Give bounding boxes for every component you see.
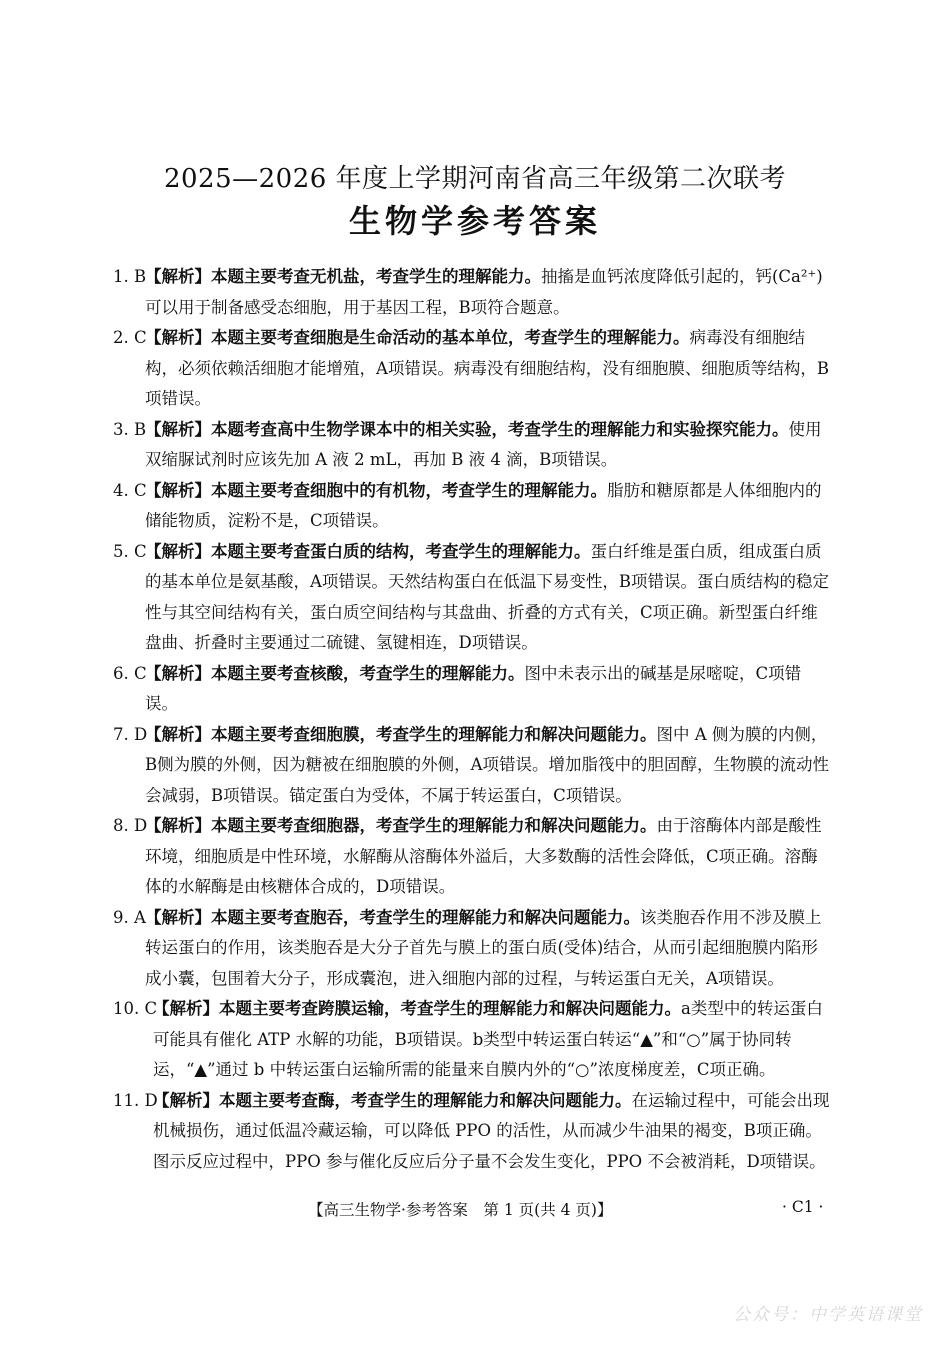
answer-item	[113, 720, 833, 812]
answer-summary: 本题主要考查核酸，考查学生的理解能力。	[211, 663, 525, 683]
answer-explanation: 由于溶酶体内部是酸性环境，细胞质是中性环境，水解酶从溶酶体外溢后，大多数酶的活性会降低，C项正确。溶酶体的水解酶是由核糖体合成的，D项错误。	[145, 816, 822, 896]
analysis-tag: 【解析】	[145, 267, 211, 286]
answer-item	[113, 262, 833, 323]
answer-number: 7. D	[113, 724, 148, 744]
answer-summary: 本题主要考查细胞膜，考查学生的理解能力和解决问题能力。	[211, 724, 657, 744]
answer-number: 10. C	[113, 999, 158, 1018]
answer-summary: 本题主要考查胞吞，考查学生的理解能力和解决问题能力。	[211, 907, 640, 927]
analysis-tag: 【解析】	[145, 724, 211, 744]
answer-summary: 本题主要考查细胞中的有机物，考查学生的理解能力。	[211, 480, 607, 500]
analysis-tag: 【解析】	[153, 999, 219, 1018]
answer-explanation: 在运输过程中，可能会出现机械损伤，通过低温冷藏运输，可以降低 PPO 的活性，从而减少牛油果的褐变，B项正确。图示反应过程中，PPO 参与催化反应后分子量不会发生变化，PPO 不会被消耗，D项错误。	[153, 1090, 830, 1171]
answer-number: 4. C	[113, 480, 147, 500]
answer-item	[113, 903, 833, 995]
answer-explanation: 蛋白纤维是蛋白质，组成蛋白质的基本单位是氨基酸，A项错误。天然结构蛋白在低温下易变性，B项错误。蛋白质结构的稳定性与其空间结构有关，蛋白质空间结构与其盘曲、折叠的方式有关，C项正确。新型蛋白纤维盘曲、折叠时主要通过二硫键、氢键相连，D项错误。	[145, 541, 830, 652]
answer-summary: 本题主要考查酶，考查学生的理解能力和解决问题能力。	[219, 1090, 632, 1110]
analysis-tag: 【解析】	[145, 663, 211, 683]
answer-explanation: 图中未表示出的碱基是尿嘧啶，C项错误。	[145, 663, 802, 713]
answer-item	[113, 1086, 833, 1178]
analysis-tag: 【解析】	[145, 907, 211, 927]
answer-explanation: 抽搐是血钙浓度降低引起的，钙(Ca²⁺)可以用于制备感受态细胞，用于基因工程，B项符合题意。	[145, 267, 823, 317]
answer-summary: 本题主要考查跨膜运输，考查学生的理解能力和解决问题能力。	[219, 999, 681, 1018]
exam-title: 2025—2026 年度上学期河南省高三年级第二次联考	[163, 164, 787, 194]
answer-number: 2. C	[113, 328, 147, 347]
answer-summary: 本题主要考查细胞是生命活动的基本单位，考查学生的理解能力。	[211, 328, 690, 347]
answer-item	[113, 537, 833, 659]
answer-number: 3. B	[113, 419, 147, 439]
answer-summary: 本题主要考查蛋白质的结构，考查学生的理解能力。	[211, 541, 591, 561]
analysis-tag: 【解析】	[145, 816, 211, 835]
answer-explanation: 图中 A 侧为膜的内侧，B侧为膜的外侧，因为糖被在细胞膜的外侧，A项错误。增加脂筏中的胆固醇，生物膜的流动性会减弱，B项错误。锚定蛋白为受体，不属于转运蛋白，C项错误。	[145, 724, 830, 805]
footer-code: · C1 ·	[782, 1198, 824, 1216]
answer-item	[113, 994, 833, 1086]
answer-item	[113, 659, 833, 720]
answer-item	[113, 323, 833, 415]
answer-item	[113, 415, 833, 476]
answer-number: 1. B	[113, 267, 147, 286]
answer-item	[113, 476, 833, 537]
answer-explanation: 使用双缩脲试剂时应该先加 A 液 2 mL，再加 B 液 4 滴，B项错误。	[145, 419, 822, 469]
answer-number: 9. A	[113, 907, 146, 927]
document-title: 生物学参考答案	[348, 202, 601, 240]
answer-item	[113, 811, 833, 903]
analysis-tag: 【解析】	[145, 328, 211, 347]
answer-explanation: 病毒没有细胞结构，必须依赖活细胞才能增殖，A项错误。病毒没有细胞结构，没有细胞膜、细胞质等结构，B项错误。	[145, 328, 830, 408]
analysis-tag: 【解析】	[153, 1090, 219, 1110]
analysis-tag: 【解析】	[145, 480, 211, 500]
answer-explanation: a类型中的转运蛋白可能具有催化 ATP 水解的功能，B项错误。b类型中转运蛋白转运“▲”和“○”属于协同转运，“▲”通过 b 中转运蛋白运输所需的能量来自膜内外的“○”浓度梯度差，C项正确。	[153, 999, 823, 1079]
footer-page-info: 【高三生物学·参考答案 第 1 页(共 4 页)】	[308, 1201, 613, 1219]
watermark: 公众号：中学英语课堂	[733, 1305, 923, 1325]
analysis-tag: 【解析】	[145, 541, 211, 561]
answer-explanation: 脂肪和糖原都是人体细胞内的储能物质，淀粉不是，C项错误。	[145, 480, 822, 530]
answer-explanation: 该类胞吞作用不涉及膜上转运蛋白的作用，该类胞吞是大分子首先与膜上的蛋白质(受体)结合，从而引起细胞膜内陷形成小囊，包围着大分子，形成囊泡，进入细胞内部的过程，与转运蛋白无关，A项错误。	[145, 907, 822, 988]
analysis-tag: 【解析】	[145, 419, 211, 439]
answer-summary: 本题主要考查无机盐，考查学生的理解能力。	[211, 267, 541, 286]
answer-number: 5. C	[113, 541, 147, 561]
answer-number: 11. D	[113, 1090, 158, 1110]
answer-summary: 本题主要考查细胞器，考查学生的理解能力和解决问题能力。	[211, 816, 657, 835]
answer-summary: 本题考查高中生物学课本中的相关实验，考查学生的理解能力和实验探究能力。	[211, 419, 789, 439]
answer-list	[113, 262, 833, 1177]
answer-number: 8. D	[113, 816, 148, 835]
answer-number: 6. C	[113, 663, 147, 683]
